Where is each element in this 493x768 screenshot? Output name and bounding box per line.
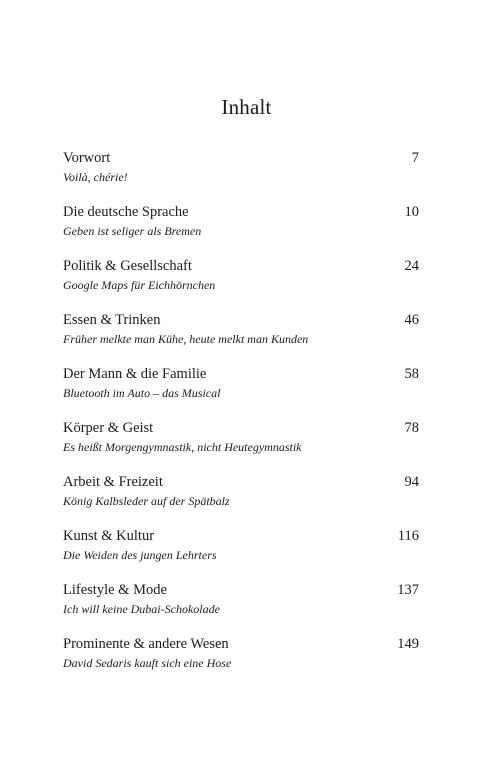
toc-entry bbox=[63, 634, 419, 688]
toc-entry-subtitle: Ich will keine Dubai-Schokolade bbox=[63, 602, 220, 616]
toc-entry bbox=[63, 580, 419, 634]
toc-entry-page-number: 149 bbox=[397, 636, 419, 652]
toc-entry-row bbox=[63, 364, 419, 384]
toc-entry-row bbox=[63, 634, 419, 654]
toc-entry bbox=[63, 364, 419, 418]
toc-entry-row bbox=[63, 256, 419, 276]
toc-entry-title: Kunst & Kultur bbox=[63, 528, 155, 544]
toc-entry-page-number: 94 bbox=[404, 474, 419, 490]
toc-entry-subtitle: Geben ist seliger als Bremen bbox=[63, 224, 202, 238]
toc-entry-subtitle: Google Maps für Eichhörnchen bbox=[63, 278, 216, 292]
toc-entry-subtitle: Bluetooth im Auto – das Musical bbox=[63, 386, 221, 400]
toc-entry-title: Der Mann & die Familie bbox=[63, 366, 207, 382]
toc-entry-page-number: 7 bbox=[411, 150, 419, 166]
toc-entry-row bbox=[63, 418, 419, 438]
toc-entry-subtitle: König Kalbsleder auf der Spätbalz bbox=[63, 494, 230, 508]
toc-entry-title: Essen & Trinken bbox=[63, 312, 161, 328]
toc-entry-row bbox=[63, 310, 419, 330]
toc-entry-subtitle: Früher melkte man Kühe, heute melkt man Kunden bbox=[63, 332, 309, 346]
toc-entry-row bbox=[63, 148, 419, 168]
toc-entry-page-number: 78 bbox=[404, 420, 419, 436]
toc-entry-row bbox=[63, 472, 419, 492]
toc-entry-row bbox=[63, 580, 419, 600]
toc-entry bbox=[63, 526, 419, 580]
page-title: Inhalt bbox=[221, 95, 272, 119]
toc-entry-page-number: 46 bbox=[404, 312, 419, 328]
toc-entry bbox=[63, 418, 419, 472]
toc-entry-page-number: 116 bbox=[397, 528, 419, 544]
toc-entry-title: Die deutsche Sprache bbox=[63, 204, 189, 220]
toc-entry-title: Prominente & andere Wesen bbox=[63, 636, 229, 652]
toc-entry-subtitle: Es heißt Morgengymnastik, nicht Heutegymnastik bbox=[63, 440, 302, 454]
toc-entry-page-number: 10 bbox=[404, 204, 419, 220]
toc-entry-title: Arbeit & Freizeit bbox=[63, 474, 163, 490]
toc-entry-subtitle: Voilà, chérie! bbox=[63, 170, 128, 184]
toc-entry bbox=[63, 148, 419, 202]
toc-entry-row bbox=[63, 202, 419, 222]
toc-entry-subtitle: David Sedaris kauft sich eine Hose bbox=[63, 656, 232, 670]
toc-entry-title: Körper & Geist bbox=[63, 420, 154, 436]
toc-entry bbox=[63, 310, 419, 364]
toc-entry-row bbox=[63, 526, 419, 546]
toc-entry bbox=[63, 256, 419, 310]
toc-entry-subtitle: Die Weiden des jungen Lehrters bbox=[63, 548, 217, 562]
toc-entry-title: Politik & Gesellschaft bbox=[63, 258, 192, 274]
toc-entry bbox=[63, 202, 419, 256]
toc-entry-page-number: 137 bbox=[397, 582, 419, 598]
toc-entry-page-number: 24 bbox=[404, 258, 419, 274]
toc-entry-page-number: 58 bbox=[404, 366, 419, 382]
toc-entry bbox=[63, 472, 419, 526]
toc-entry-title: Vorwort bbox=[63, 150, 111, 166]
toc-entry-title: Lifestyle & Mode bbox=[63, 582, 167, 598]
table-of-contents bbox=[63, 148, 419, 688]
